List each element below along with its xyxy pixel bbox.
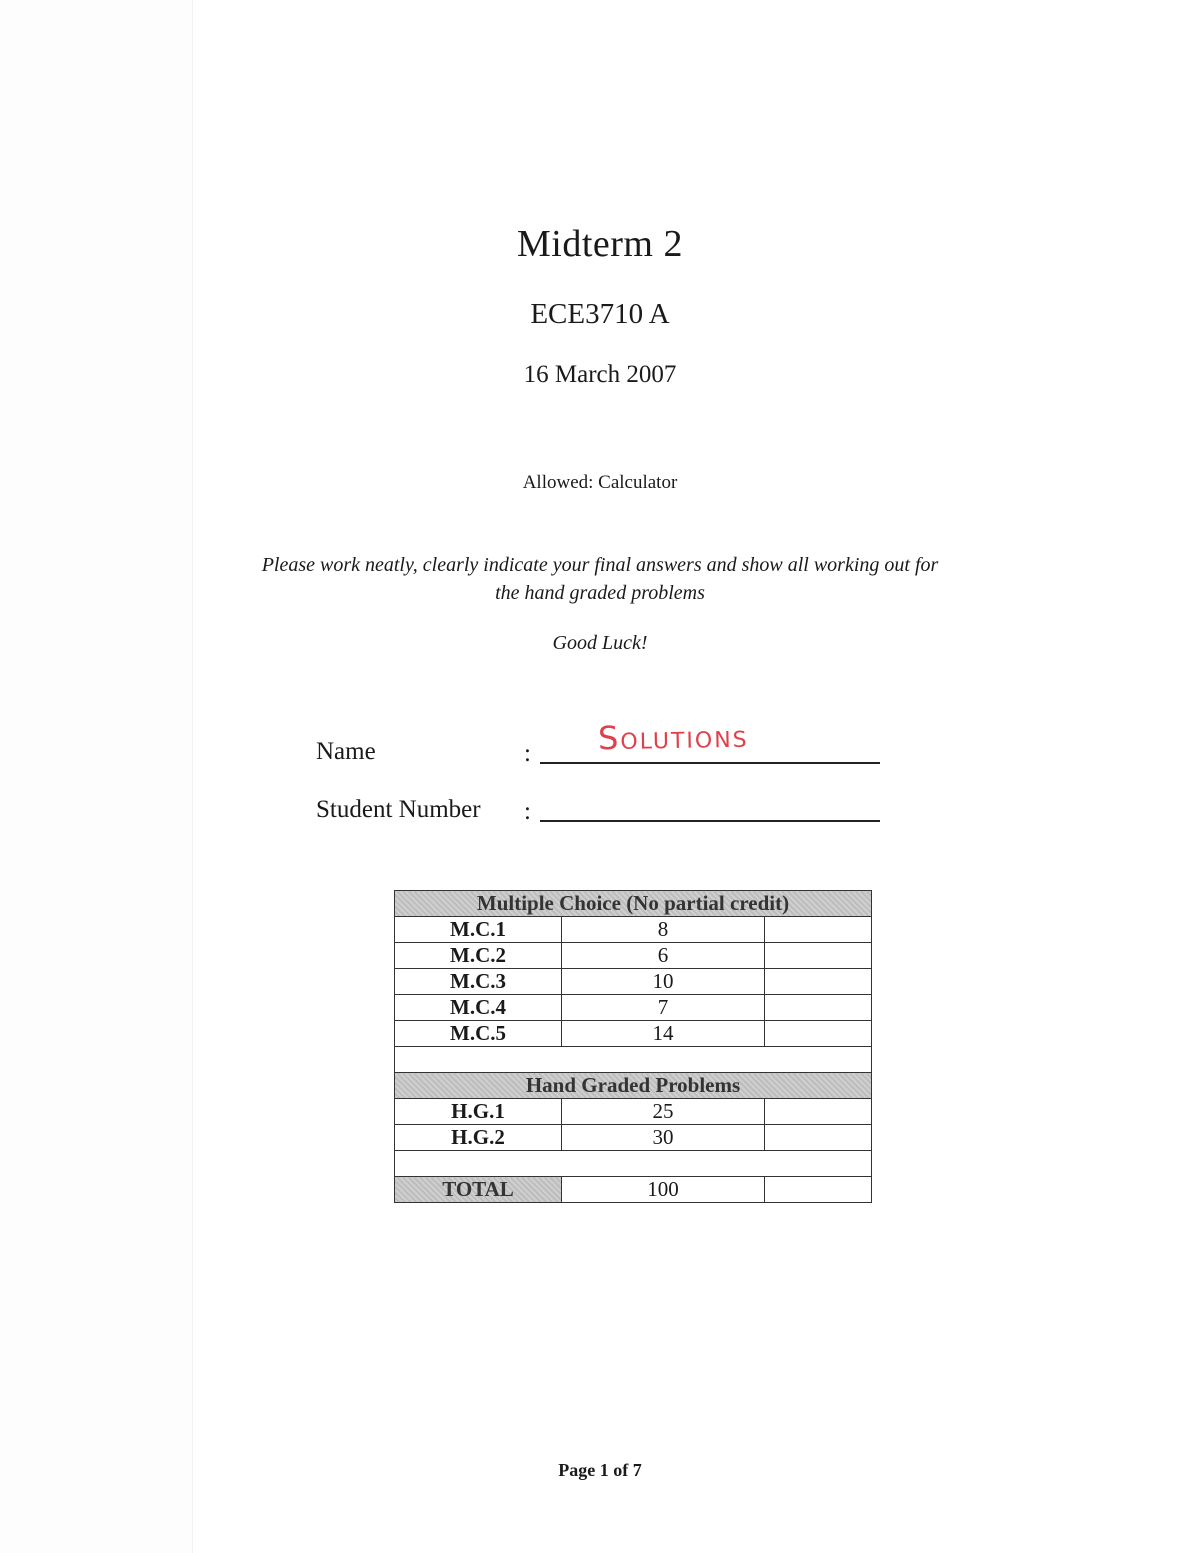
total-points: 100 [562, 1177, 765, 1203]
row-points: 25 [562, 1099, 765, 1125]
allowed-materials: Allowed: Calculator [522, 472, 678, 493]
total-label: TOTAL [395, 1177, 562, 1203]
student-number-label: Student Number [316, 796, 481, 823]
spacer-cell [395, 1151, 872, 1177]
good-luck-text: Good Luck! [552, 632, 648, 654]
spacer-row [395, 1047, 872, 1073]
hg-header-row [395, 1073, 872, 1099]
row-label: H.G.1 [395, 1099, 562, 1125]
row-points: 30 [562, 1125, 765, 1151]
score-cell [765, 917, 872, 943]
table-row [395, 1099, 872, 1125]
total-score-cell [765, 1177, 872, 1203]
course-code: ECE3710 A [530, 298, 670, 330]
row-label: M.C.2 [395, 943, 562, 969]
score-cell [765, 969, 872, 995]
score-cell [765, 995, 872, 1021]
table-row [395, 969, 872, 995]
table-row [395, 917, 872, 943]
instructions [0, 551, 1200, 607]
table-row [395, 995, 872, 1021]
mc-header-row [395, 891, 872, 917]
row-points: 8 [562, 917, 765, 943]
total-row [395, 1177, 872, 1203]
table-row [395, 1125, 872, 1151]
name-field-line[interactable] [540, 762, 880, 764]
name-value-handwritten: Solutions [597, 716, 749, 758]
instructions-line-1: Please work neatly, clearly indicate your final answers and show all working out for [261, 554, 939, 576]
table-row [395, 1021, 872, 1047]
score-cell [765, 1099, 872, 1125]
score-cell [765, 1125, 872, 1151]
spacer-cell [395, 1047, 872, 1073]
row-label: M.C.3 [395, 969, 562, 995]
mc-header: Multiple Choice (No partial credit) [395, 891, 872, 917]
exam-title: Midterm 2 [517, 223, 683, 265]
row-points: 14 [562, 1021, 765, 1047]
page-number: Page 1 of 7 [558, 1460, 642, 1480]
score-cell [765, 943, 872, 969]
row-label: M.C.1 [395, 917, 562, 943]
name-colon: : [524, 740, 531, 767]
row-label: M.C.5 [395, 1021, 562, 1047]
score-table [394, 890, 872, 1203]
student-number-field-line[interactable] [540, 820, 880, 822]
score-cell [765, 1021, 872, 1047]
row-points: 10 [562, 969, 765, 995]
row-label: H.G.2 [395, 1125, 562, 1151]
exam-date: 16 March 2007 [523, 361, 677, 388]
table-row [395, 943, 872, 969]
row-points: 6 [562, 943, 765, 969]
name-label: Name [316, 738, 376, 765]
row-label: M.C.4 [395, 995, 562, 1021]
spacer-row [395, 1151, 872, 1177]
student-number-colon: : [524, 798, 531, 825]
hg-header: Hand Graded Problems [395, 1073, 872, 1099]
instructions-line-2: the hand graded problems [495, 582, 705, 604]
row-points: 7 [562, 995, 765, 1021]
